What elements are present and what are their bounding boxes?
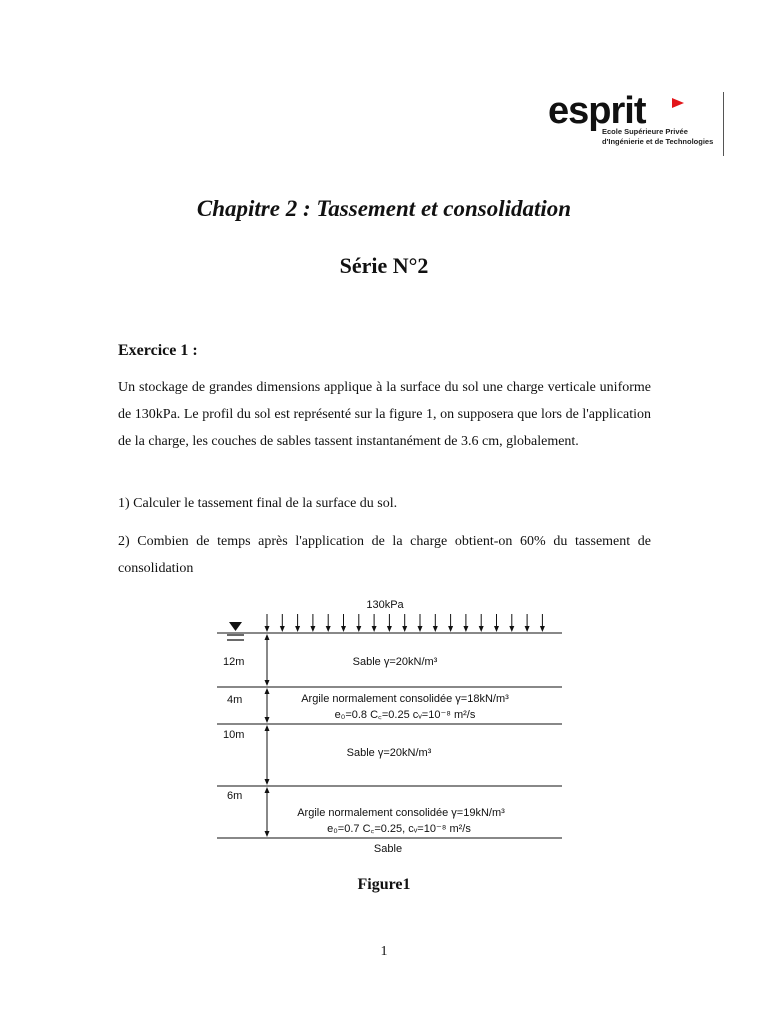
layer-1-thickness: 12m [223, 656, 245, 668]
soil-profile-diagram [205, 590, 575, 860]
layer-2-thickness: 4m [227, 694, 243, 706]
load-arrow-head [280, 626, 285, 632]
load-arrow-head [341, 626, 346, 632]
dimension-arrow-down [265, 779, 270, 785]
load-arrow-head [418, 626, 423, 632]
load-arrow-head [295, 626, 300, 632]
question-2: 2) Combien de temps après l'application de la charge obtient-on 60% du tassement de consolidation [118, 534, 651, 576]
logo-subtitle-line1: Ecole Supérieure Privée [602, 127, 688, 136]
dimension-arrow-down [265, 831, 270, 837]
dimension-arrow-up [265, 787, 270, 793]
logo-subtitle [602, 127, 713, 147]
load-arrow-head [433, 626, 438, 632]
logo-flag-icon [672, 98, 684, 108]
load-arrow-head [326, 626, 331, 632]
dimension-arrows [265, 634, 270, 837]
load-arrow-head [494, 626, 499, 632]
exercise-intro: Un stockage de grandes dimensions applique à la surface du sol une charge verticale uniforme de 130kPa. Le profil du sol est représenté sur la figure 1, on supposera que lors de l'application de la charge, les couches de sables tassent instantanément de 3.6 cm, globalement. [118, 380, 651, 449]
load-arrow-head [540, 626, 545, 632]
layer-4-thickness: 6m [227, 790, 243, 802]
load-arrow-head [372, 626, 377, 632]
load-arrow-head [356, 626, 361, 632]
layer-2-description: Argile normalement consolidée γ=18kN/m³ [301, 693, 509, 705]
load-arrow-head [387, 626, 392, 632]
water-table-icon [229, 622, 242, 631]
exercise-title: Exercice 1 : [118, 342, 198, 359]
esprit-logo [548, 92, 728, 160]
layer-3-description: Sable γ=20kN/m³ [346, 747, 432, 759]
figure-caption: Figure1 [357, 876, 411, 893]
soil-profile-figure [205, 590, 575, 860]
question-1: 1) Calculer le tassement final de la surface du sol. [118, 496, 398, 511]
layer-4-description: Argile normalement consolidée γ=19kN/m³ [297, 807, 505, 819]
load-arrow-head [310, 626, 315, 632]
load-arrow-head [402, 626, 407, 632]
dimension-arrow-up [265, 688, 270, 694]
chapter-title: Chapitre 2 : Tassement et consolidation [196, 196, 572, 221]
base-layer-label: Sable [373, 843, 403, 855]
dimension-arrow-down [265, 680, 270, 686]
page-number: 1 [380, 944, 388, 959]
layer-3-thickness: 10m [223, 729, 245, 741]
dimension-arrow-down [265, 717, 270, 723]
load-arrow-head [463, 626, 468, 632]
load-arrow-head [448, 626, 453, 632]
dimension-arrow-up [265, 634, 270, 640]
dimension-arrow-up [265, 725, 270, 731]
layer-1-description: Sable γ=20kN/m³ [352, 656, 438, 668]
layer-2-parameters: e₀=0.8 C꜀=0.25 cᵥ=10⁻⁸ m²/s [334, 709, 476, 721]
load-label: 130kPa [366, 599, 404, 611]
load-arrows [265, 614, 545, 632]
load-arrow-head [479, 626, 484, 632]
load-arrow-head [265, 626, 270, 632]
logo-divider [723, 92, 724, 156]
logo-subtitle-line2: d'Ingénierie et de Technologies [602, 137, 714, 146]
load-arrow-head [509, 626, 514, 632]
layer-4-parameters: e₀=0.7 C꜀=0.25, cᵥ=10⁻⁸ m²/s [327, 823, 471, 835]
series-title: Série N°2 [339, 253, 429, 278]
logo-wordmark: esprit [548, 90, 646, 132]
load-arrow-head [525, 626, 530, 632]
